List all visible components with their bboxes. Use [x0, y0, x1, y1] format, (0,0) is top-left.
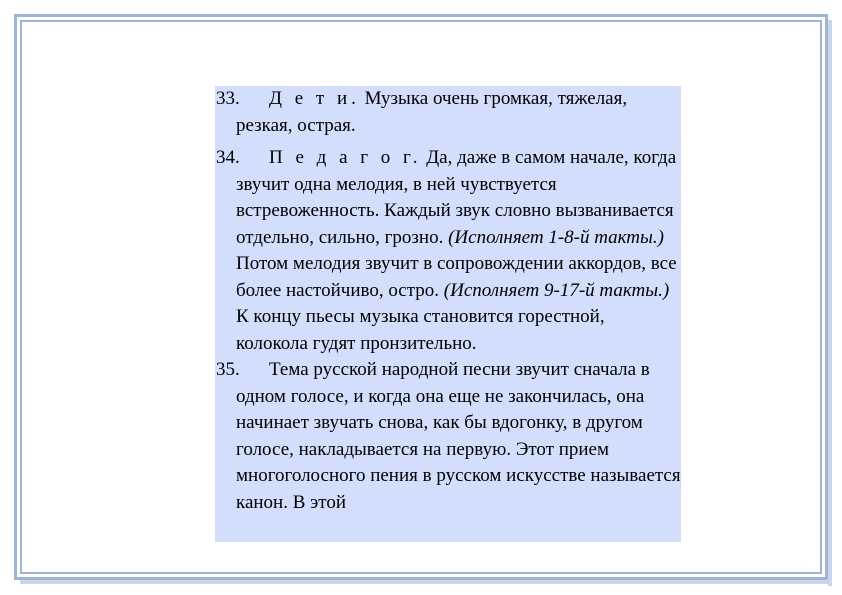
- paragraph-body: Потом мелодия звучит в сопровождении аккордов, все более настойчиво, остро.: [236, 253, 677, 301]
- paragraph-body: Музыка очень громкая, тяжелая, резкая, острая.: [236, 88, 628, 136]
- paragraph-text: Тема русской народной песни звучит сначала в одном голосе, и когда она еще не закончилась, она начинает звучать снова, как бы вдогонку, в другом голосе, накладывается на первую. Этот прием многоголосного пения в русском искусстве называется канон. В этой: [236, 359, 681, 513]
- stage-direction: (Исполняет 9-17-й такты.): [443, 279, 670, 301]
- speaker-label: П е д а г о г.: [269, 147, 422, 168]
- text-box: [215, 86, 681, 542]
- paragraph-number: 34.: [216, 147, 240, 168]
- paragraph-35: [215, 357, 681, 516]
- frame-shadow-right: [828, 20, 832, 586]
- paragraph-34: [215, 145, 681, 357]
- paragraph-text: [236, 145, 681, 357]
- stage-direction: (Исполняет 1-8-й такты.): [448, 226, 664, 248]
- speaker-label: Д е т и.: [269, 88, 360, 109]
- paragraph-body: К концу пьесы музыка становится горестной, колокола гудят пронзительно.: [236, 306, 605, 354]
- paragraph-text: [236, 86, 681, 139]
- paragraph-number: 35.: [216, 359, 240, 380]
- paragraph-number: 33.: [216, 88, 240, 109]
- frame-shadow-bottom: [20, 580, 832, 584]
- paragraph-body: Да, даже в самом начале, когда звучит одна мелодия, в ней чувствуется встревоженность. Каждый звук словно вызванивается отдельно, сильно, грозно.: [236, 147, 677, 248]
- paragraph-33: [215, 86, 681, 139]
